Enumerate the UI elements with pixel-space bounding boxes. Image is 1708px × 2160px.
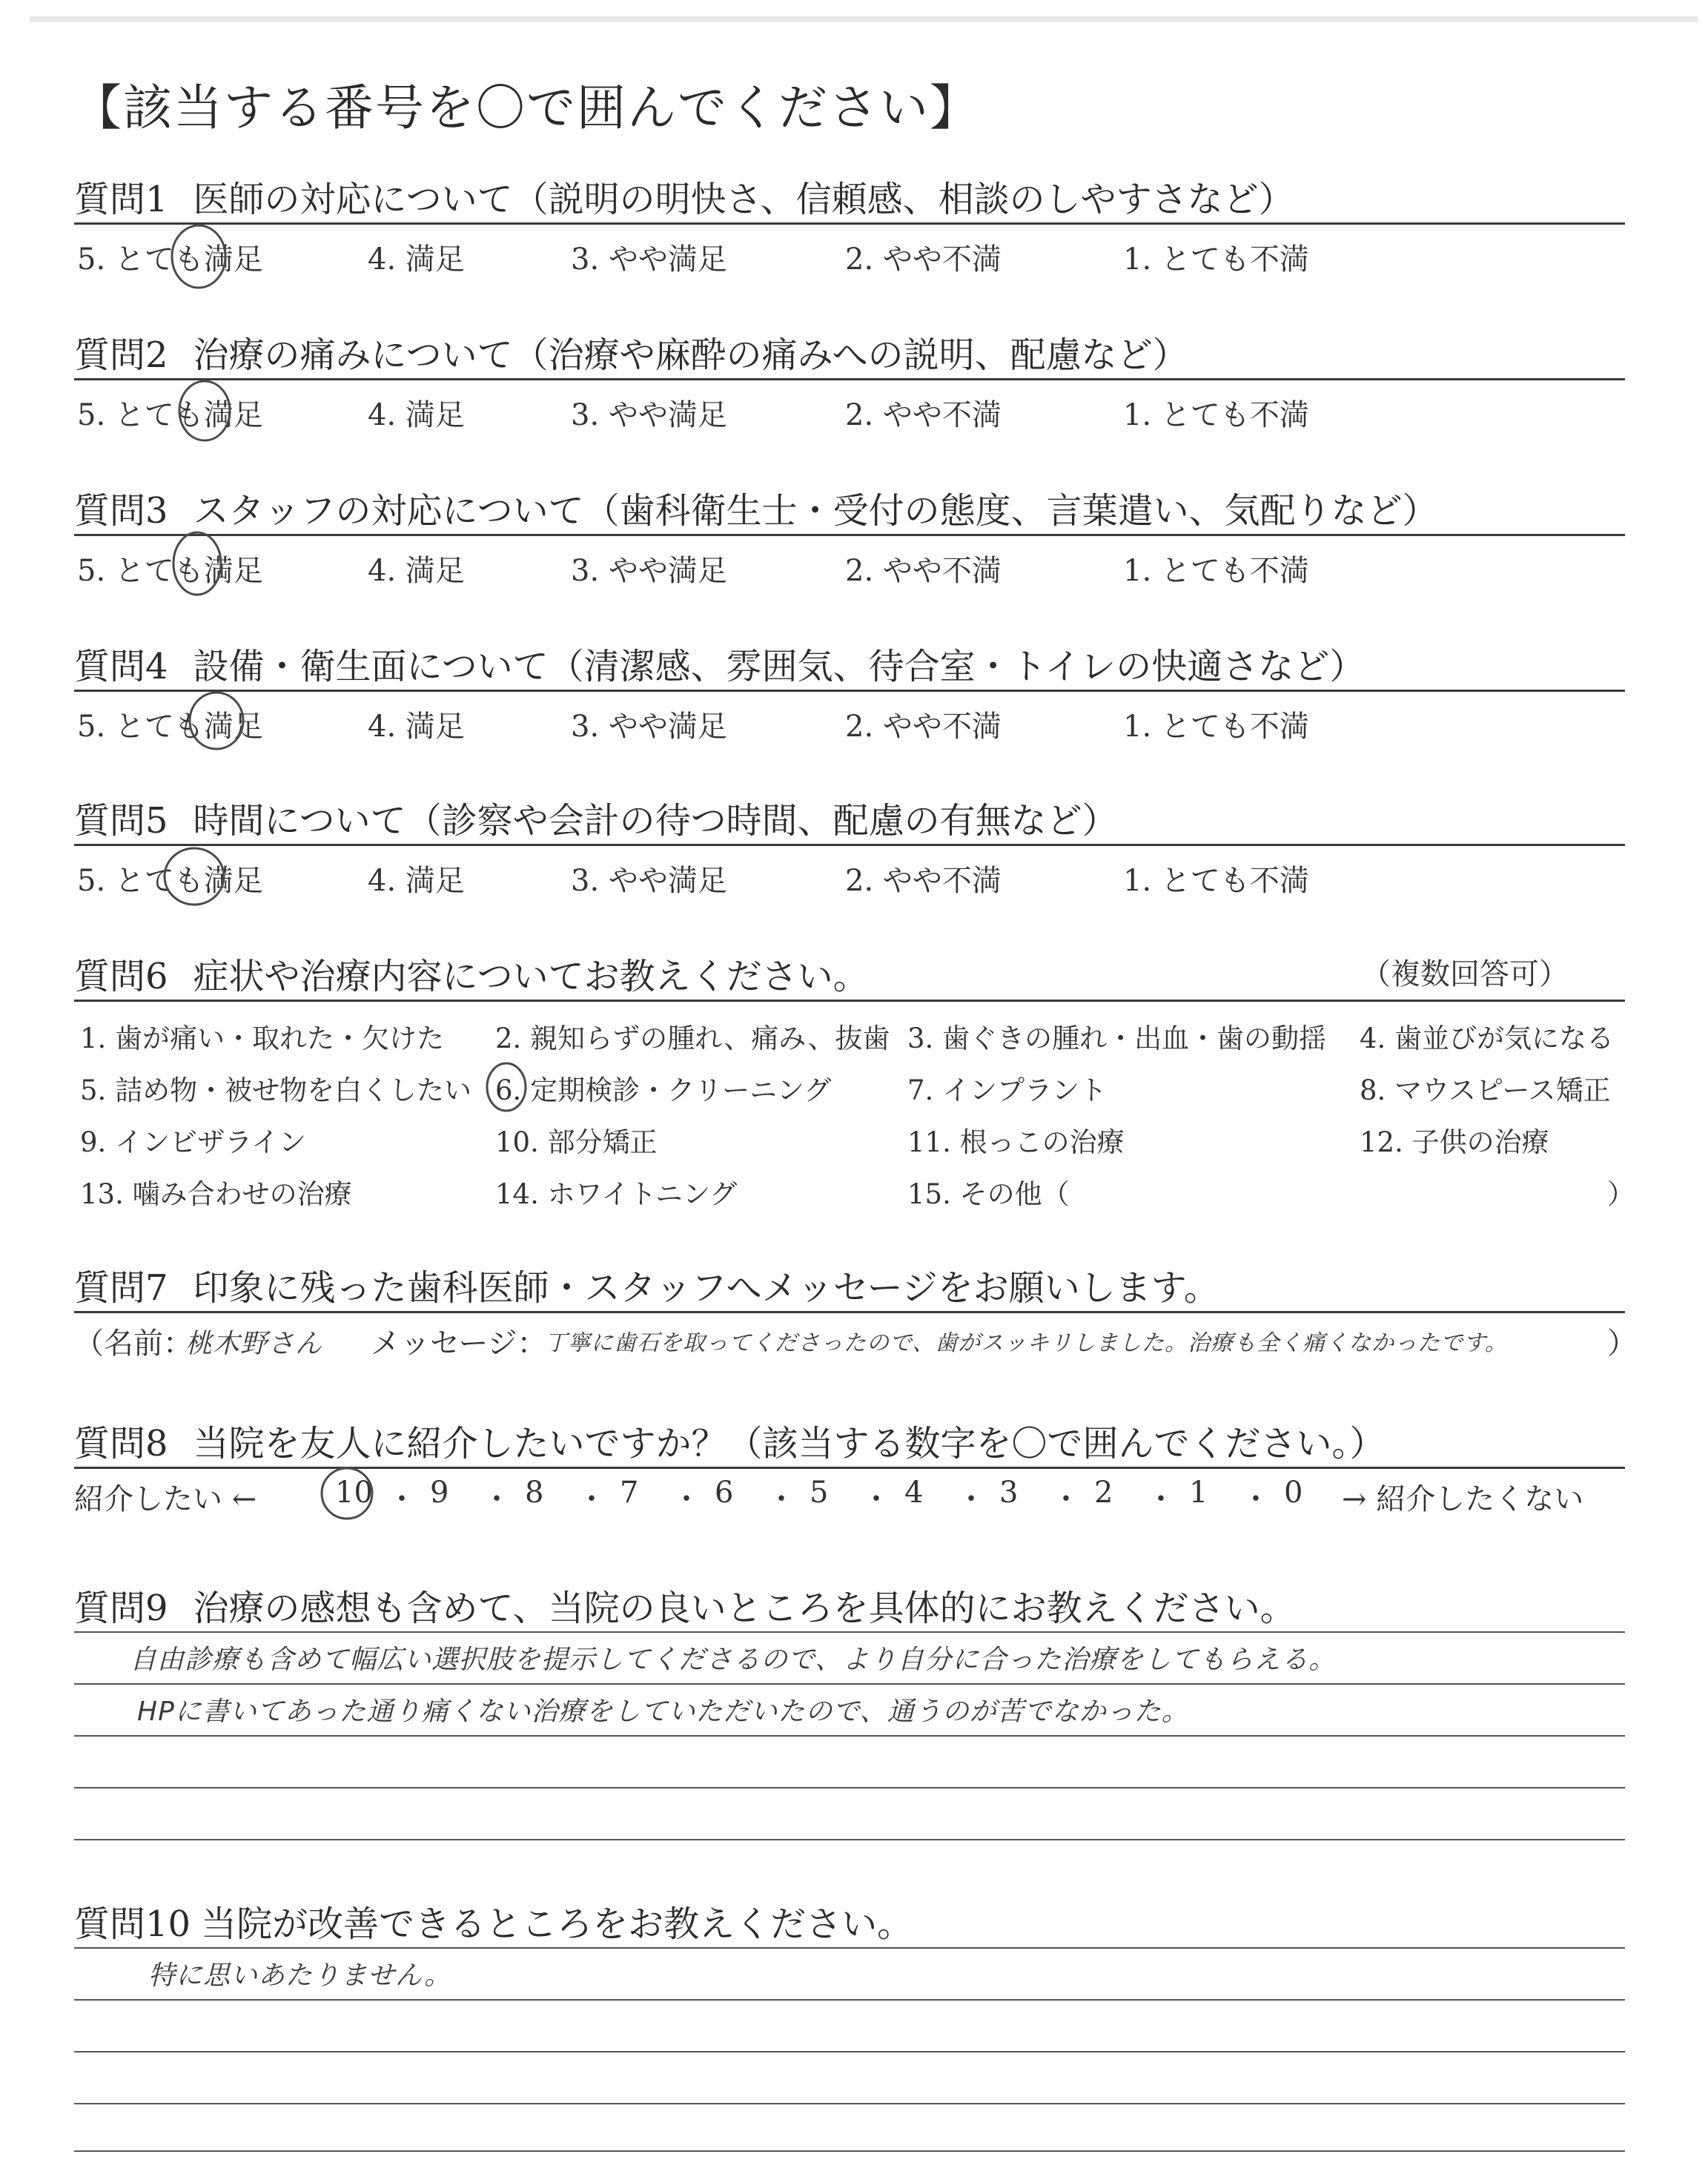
scale-value-7[interactable]: 7 xyxy=(620,1476,639,1510)
q6-other-close-paren: ） xyxy=(1607,1178,1635,1210)
question-number: 質問6 xyxy=(74,956,168,997)
q3-option-1[interactable]: 1. とても不満 xyxy=(1123,554,1309,588)
q2-option-3[interactable]: 3. やや満足 xyxy=(571,398,727,432)
q6-option-5[interactable]: 5. 詰め物・被せ物を白くしたい xyxy=(80,1074,472,1106)
q1-option-4[interactable]: 4. 満足 xyxy=(368,242,465,277)
question-number: 質問9 xyxy=(74,1588,168,1629)
name-label: （名前： xyxy=(74,1327,193,1361)
scale-value-9[interactable]: 9 xyxy=(430,1476,449,1510)
question-text: 当院を友人に紹介したいですか？（該当する数字を〇で囲んでください。） xyxy=(193,1423,1386,1464)
question-number: 質問4 xyxy=(74,646,168,687)
q1-option-5[interactable]: 5. とても満足 xyxy=(77,242,263,277)
question-text: 印象に残った歯科医師・スタッフへメッセージをお願いします。 xyxy=(193,1267,1219,1309)
q6-option-3[interactable]: 3. 歯ぐきの腫れ・出血・歯の動揺 xyxy=(907,1023,1327,1054)
question-text: 時間について（診察や会計の待つ時間、配慮の有無など） xyxy=(193,800,1118,842)
question-text: 医師の対応について（説明の明快さ、信頼感、相談のしやすさなど） xyxy=(193,179,1294,220)
scale-value-3[interactable]: 3 xyxy=(999,1476,1019,1510)
q1-selection-circle xyxy=(172,225,225,288)
message-handwritten[interactable]: 丁寧に歯石を取ってくださったので、歯がスッキリしました。治療も全く痛くなかったです。 xyxy=(545,1330,1508,1356)
q6-option-10[interactable]: 10. 部分矯正 xyxy=(495,1126,658,1158)
scale-separator: ・ xyxy=(767,1482,796,1516)
q6-option-12[interactable]: 12. 子供の治療 xyxy=(1360,1126,1549,1158)
q3-option-2[interactable]: 2. やや不満 xyxy=(845,554,1002,588)
question-text: 症状や治療内容についてお教えください。 xyxy=(193,956,869,997)
q6-option-11[interactable]: 11. 根っこの治療 xyxy=(907,1126,1125,1158)
scale-separator: ・ xyxy=(861,1482,891,1516)
q5-option-1[interactable]: 1. とても不満 xyxy=(1123,864,1309,898)
question-number: 質問5 xyxy=(74,800,168,842)
question-number: 質問7 xyxy=(74,1267,168,1309)
q6-option-7[interactable]: 7. インプラント xyxy=(907,1074,1108,1106)
q3-option-5[interactable]: 5. とても満足 xyxy=(77,554,263,588)
q2-option-1[interactable]: 1. とても不満 xyxy=(1123,398,1309,432)
q6-option-14[interactable]: 14. ホワイトニング xyxy=(495,1178,738,1210)
q5-selection-circle xyxy=(165,848,224,905)
question-number: 質問3 xyxy=(74,490,168,532)
q5-option-2[interactable]: 2. やや不満 xyxy=(845,864,1002,898)
scale-separator: ・ xyxy=(482,1482,512,1516)
scale-separator: ・ xyxy=(387,1482,417,1516)
q4-option-4[interactable]: 4. 満足 xyxy=(368,710,465,744)
q2-option-4[interactable]: 4. 満足 xyxy=(368,398,465,432)
scale-separator: ・ xyxy=(1051,1482,1081,1516)
scale-separator: ・ xyxy=(577,1482,606,1516)
q6-option-13[interactable]: 13. 噛み合わせの治療 xyxy=(80,1178,352,1210)
q8-selection-circle xyxy=(322,1468,372,1519)
question-text: 設備・衛生面について（清潔感、雰囲気、待合室・トイレの快適さなど） xyxy=(193,646,1366,687)
question-text: 当院が改善できるところをお教えください。 xyxy=(201,1903,913,1945)
recommend-right-label: → 紹介したくない xyxy=(1342,1482,1584,1516)
scale-value-6[interactable]: 6 xyxy=(715,1476,734,1510)
scale-value-4[interactable]: 4 xyxy=(904,1476,924,1510)
q5-option-4[interactable]: 4. 満足 xyxy=(368,864,465,898)
q6-option-6[interactable]: 6. 定期検診・クリーニング xyxy=(495,1074,832,1106)
q6-option-4[interactable]: 4. 歯並びが気になる xyxy=(1360,1023,1615,1054)
q6-option-2[interactable]: 2. 親知らずの腫れ、痛み、抜歯 xyxy=(495,1023,890,1054)
q6-option-1[interactable]: 1. 歯が痛い・取れた・欠けた xyxy=(80,1023,445,1054)
q4-option-3[interactable]: 3. やや満足 xyxy=(571,710,727,744)
scale-separator: ・ xyxy=(956,1482,986,1516)
scale-value-0[interactable]: 0 xyxy=(1284,1476,1303,1510)
message-label: メッセージ： xyxy=(371,1327,547,1361)
question-number: 質問8 xyxy=(74,1423,168,1464)
q6-option-8[interactable]: 8. マウスピース矯正 xyxy=(1360,1074,1611,1106)
q9-answer-line-1[interactable]: 自由診療も含めて幅広い選択肢を提示してくださるので、より自分に合った治療をしてもらえる。 xyxy=(130,1645,1337,1675)
question-text: 治療の痛みについて（治療や麻酔の痛みへの説明、配慮など） xyxy=(193,334,1188,376)
question-text: 治療の感想も含めて、当院の良いところを具体的にお教えください。 xyxy=(193,1588,1296,1629)
q5-option-3[interactable]: 3. やや満足 xyxy=(571,864,727,898)
q4-selection-circle xyxy=(190,693,243,749)
multiple-answers-note: （複数回答可） xyxy=(1361,957,1569,991)
q3-selection-circle xyxy=(173,532,221,595)
q1-option-1[interactable]: 1. とても不満 xyxy=(1123,242,1309,277)
q10-answer-line-1[interactable]: 特に思いあたりません。 xyxy=(148,1961,452,1991)
scale-value-1[interactable]: 1 xyxy=(1189,1476,1208,1510)
q6-option-15[interactable]: 15. その他（ xyxy=(907,1178,1070,1210)
q5-option-5[interactable]: 5. とても満足 xyxy=(77,864,263,898)
q2-option-5[interactable]: 5. とても満足 xyxy=(77,398,263,432)
question-number: 質問1 xyxy=(74,179,168,220)
q6-option-9[interactable]: 9. インビザライン xyxy=(80,1126,306,1158)
scale-separator: ・ xyxy=(1241,1482,1271,1516)
q3-option-4[interactable]: 4. 満足 xyxy=(368,554,465,588)
instruction-header: 【該当する番号を〇で囲んでください】 xyxy=(73,79,980,136)
scale-separator: ・ xyxy=(672,1482,701,1516)
recommend-left-label: 紹介したい ← xyxy=(74,1482,257,1516)
q4-option-5[interactable]: 5. とても満足 xyxy=(77,710,263,744)
q6-selection-circle xyxy=(487,1063,526,1111)
scale-value-5[interactable]: 5 xyxy=(810,1476,829,1510)
q9-answer-line-2[interactable]: HPに書いてあった通り痛くない治療をしていただいたので、通うのが苦でなかった。 xyxy=(137,1697,1189,1727)
scale-separator: ・ xyxy=(1146,1482,1176,1516)
scale-value-10[interactable]: 10 xyxy=(335,1476,373,1510)
scale-value-8[interactable]: 8 xyxy=(525,1476,544,1510)
q4-option-2[interactable]: 2. やや不満 xyxy=(845,710,1002,744)
q2-option-2[interactable]: 2. やや不満 xyxy=(845,398,1002,432)
question-text: スタッフの対応について（歯科衛生士・受付の態度、言葉遣い、気配りなど） xyxy=(193,490,1438,532)
scale-value-2[interactable]: 2 xyxy=(1094,1476,1113,1510)
question-number: 質問2 xyxy=(74,334,168,376)
q3-option-3[interactable]: 3. やや満足 xyxy=(571,554,727,588)
message-close-paren: ） xyxy=(1607,1327,1637,1361)
q2-selection-circle xyxy=(179,381,230,440)
q1-option-3[interactable]: 3. やや満足 xyxy=(571,242,727,277)
question-number: 質問10 xyxy=(74,1903,191,1945)
name-handwritten[interactable]: 桃木野さん xyxy=(185,1329,323,1359)
q4-option-1[interactable]: 1. とても不満 xyxy=(1123,710,1309,744)
q1-option-2[interactable]: 2. やや不満 xyxy=(845,242,1002,277)
